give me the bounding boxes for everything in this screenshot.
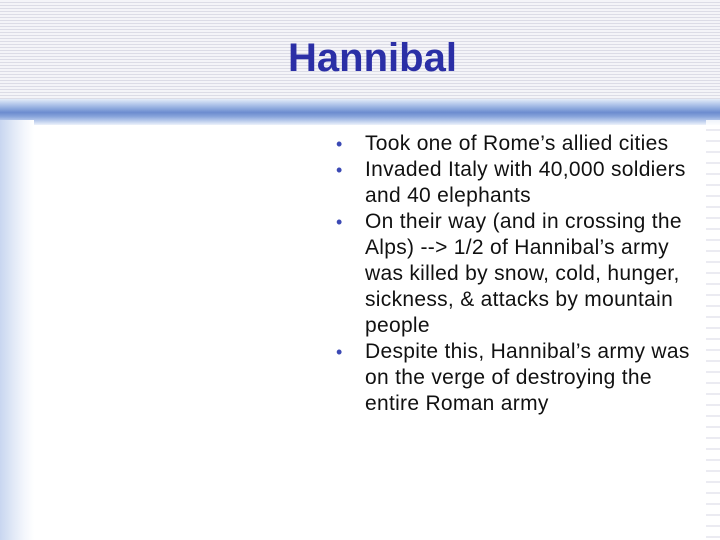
- title-underline-bar: [0, 99, 720, 125]
- bullet-dot-icon: •: [336, 160, 343, 180]
- bullet-text: Took one of Rome’s allied cities: [365, 132, 669, 155]
- bullet-dot-icon: •: [336, 212, 343, 232]
- bullet-dot-icon: •: [336, 342, 343, 362]
- bullet-item: [336, 209, 706, 339]
- bullet-text: Despite this, Hannibal’s army was on the verge of destroying the entire Roman army: [365, 340, 690, 415]
- left-gradient-strip: [0, 120, 34, 540]
- bullet-list: [336, 131, 706, 417]
- slide-title: Hannibal: [288, 36, 457, 80]
- bullet-item: [336, 131, 706, 157]
- bullet-text: Invaded Italy with 40,000 soldiers and 40 elephants: [365, 158, 686, 207]
- bullet-text: On their way (and in crossing the Alps) --> 1/2 of Hannibal’s army was killed by snow, cold, hunger, sickness, & attacks by mountain people: [365, 210, 682, 337]
- bullet-dot-icon: •: [336, 134, 343, 154]
- bullet-item: [336, 339, 706, 417]
- bullet-item: [336, 157, 706, 209]
- right-edge-texture: [706, 120, 720, 540]
